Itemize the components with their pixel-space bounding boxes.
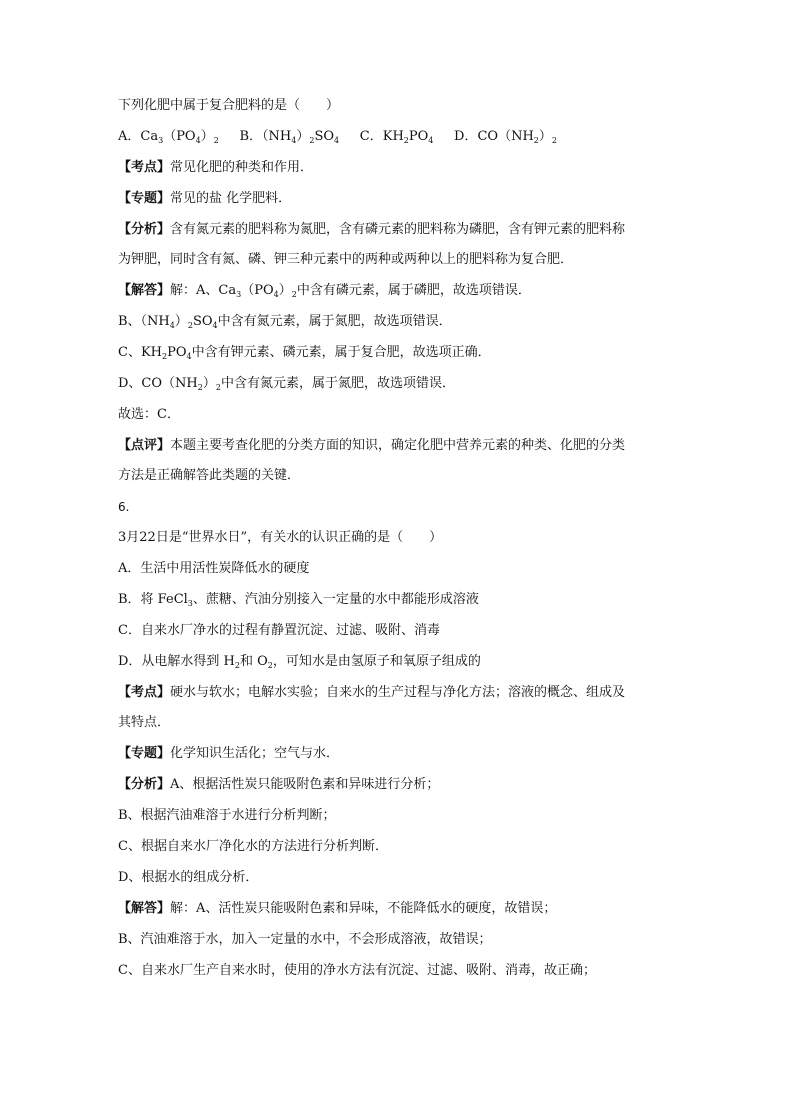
q5-answer: 故选：C． [118,407,180,422]
q6-fenxi-c: C、根据自来水厂净化水的方法进行分析判断． [118,839,388,854]
q5-options [118,127,678,147]
q5-stem: 下列化肥中属于复合肥料的是（ ） [118,98,340,113]
q6-fenxi-d: D、根据水的组成分析． [118,870,259,885]
q5-dianping-line2: 方法是正确解答此类题的关键． [118,468,301,483]
q5-jieda-c: C、$KH_2PO_4$中含有钾元素、磷元素，属于复合肥，故选项正确． [118,345,491,361]
q5-kaodian: 【考点】常见化肥的种类和作用． [118,160,314,175]
q6-kaodian-line1: 【考点】硬水与软水；电解水实验；自来水的生产过程与净化方法；溶液的概念、组成及 [118,685,626,700]
q6-option-d: D．从电解水得到 $H_2$和 $O_2$，可知水是由氢原子和氧原子组成的 [118,654,481,670]
q6-jieda-a: 【解答】解：A、活性炭只能吸附色素和异味，不能降低水的硬度，故错误； [118,901,557,916]
q6-jieda-c: C、自来水厂生产自来水时，使用的净水方法有沉淀、过滤、吸附、消毒，故正确； [118,963,596,978]
q6-zhuanti: 【专题】化学知识生活化；空气与水． [118,746,340,761]
q5-option-c: C．$KH_2PO_4$ [359,129,434,145]
q6-fenxi-b: B、根据汽油难溶于水进行分析判断； [118,808,336,823]
document-page [118,96,678,992]
q5-fenxi-line1: 【分析】含有氮元素的肥料称为氮肥，含有磷元素的肥料称为磷肥，含有钾元素的肥料称 [118,222,626,237]
q5-jieda-b: B、$(NH_4)_2SO_4$中含有氮元素，属于氮肥，故选项错误． [118,314,452,330]
q5-zhuanti: 【专题】常见的盐 化学肥料． [118,191,292,206]
q6-number: 6. [118,500,130,514]
q5-option-a: A．$Ca_3(PO_4)_2$ [118,129,219,145]
q5-dianping-line1: 【点评】本题主要考查化肥的分类方面的知识，确定化肥中营养元素的种类、化肥的分类 [118,438,626,453]
q5-jieda-d: D、$CO(NH_2)_2$中含有氮元素，属于氮肥，故选项错误． [118,376,455,392]
q6-fenxi-a: 【分析】A、根据活性炭只能吸附色素和异味进行分析； [118,777,440,792]
q6-stem: 3月22日是“世界水日”，有关水的认识正确的是（ ） [118,530,443,545]
q5-fenxi-line2: 为钾肥，同时含有氮、磷、钾三种元素中的两种或两种以上的肥料称为复合肥． [118,252,574,267]
q6-kaodian-line2: 其特点． [118,715,171,730]
q5-jieda-a: 【解答】解：A、$Ca_3(PO_4)_2$中含有磷元素，属于磷肥，故选项错误． [118,283,531,299]
q6-option-c: C．自来水厂净水的过程有静置沉淀、过滤、吸附、消毒 [118,623,440,638]
q5-option-d: D．$CO(NH_2)_2$ [454,129,557,145]
q6-jieda-b: B、汽油难溶于水，加入一定量的水中，不会形成溶液，故错误； [118,932,492,947]
q6-option-a: A．生活中用活性炭降低水的硬度 [118,561,310,576]
q5-option-b: B．$(NH_4)_2SO_4$ [239,129,340,145]
q6-option-b: B．将 FeCl$_3$、蔗糖、汽油分别接入一定量的水中都能形成溶液 [118,592,479,608]
